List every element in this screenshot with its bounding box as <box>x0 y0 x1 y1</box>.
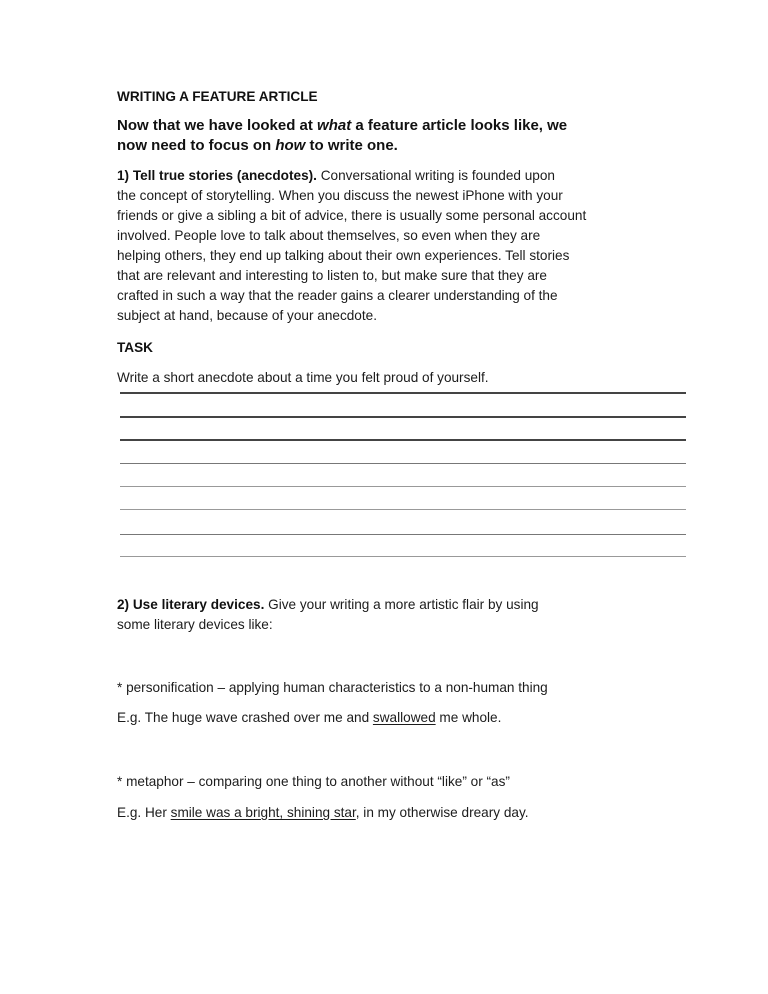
device-example-personification <box>117 708 501 728</box>
example-highlight: swallowed <box>372 710 436 725</box>
paragraph-line: friends or give a sibling a bit of advice, there is usually some personal account <box>117 208 587 223</box>
paragraph-text: Give your writing a more artistic flair by using <box>264 597 539 612</box>
intro-text: Now that we have looked at <box>117 117 318 134</box>
intro-emphasis-how: how <box>275 137 306 154</box>
answer-line[interactable] <box>120 392 686 394</box>
paragraph-text: Conversational writing is founded upon <box>316 168 555 183</box>
example-text: E.g. Her <box>117 805 171 820</box>
example-text: me whole. <box>435 710 502 725</box>
intro-text: a feature article looks like, we <box>351 117 568 134</box>
device-definition-metaphor: * metaphor – comparing one thing to another without “like” or “as” <box>117 774 510 789</box>
answer-line[interactable] <box>120 439 686 441</box>
page-title: WRITING A FEATURE ARTICLE <box>117 89 318 104</box>
section2-line-1 <box>117 595 539 615</box>
section2-heading: 2) Use literary devices. <box>117 597 265 612</box>
task-prompt: Write a short anecdote about a time you felt proud of yourself. <box>117 370 489 385</box>
task-heading: TASK <box>117 340 153 355</box>
section1-heading: 1) Tell true stories (anecdotes). <box>117 168 317 183</box>
paragraph-line: involved. People love to talk about themselves, so even when they are <box>117 228 541 243</box>
paragraph-line: subject at hand, because of your anecdote. <box>117 308 377 323</box>
intro-text: now need to focus on <box>117 137 276 154</box>
answer-line[interactable] <box>120 534 686 535</box>
answer-line[interactable] <box>120 486 686 487</box>
device-definition-personification: * personification – applying human characteristics to a non-human thing <box>117 680 548 695</box>
example-highlight: smile was a bright, shining star <box>170 805 356 820</box>
answer-line[interactable] <box>120 463 686 464</box>
paragraph-line: that are relevant and interesting to listen to, but make sure that they are <box>117 268 547 283</box>
section1-line-1 <box>117 166 555 186</box>
paragraph-line: crafted in such a way that the reader gains a clearer understanding of the <box>117 288 558 303</box>
device-example-metaphor <box>117 803 529 823</box>
example-text: E.g. The huge wave crashed over me and <box>117 710 373 725</box>
answer-line[interactable] <box>120 556 686 557</box>
intro-line-1 <box>117 116 567 136</box>
paragraph-line: the concept of storytelling. When you discuss the newest iPhone with your <box>117 188 563 203</box>
paragraph-line: helping others, they end up talking about their own experiences. Tell stories <box>117 248 570 263</box>
intro-text: to write one. <box>305 137 398 154</box>
paragraph-line: some literary devices like: <box>117 617 273 632</box>
answer-line[interactable] <box>120 416 686 418</box>
intro-emphasis-what: what <box>317 117 352 134</box>
intro-line-2 <box>117 136 398 156</box>
answer-line[interactable] <box>120 509 686 510</box>
example-text: , in my otherwise dreary day. <box>355 805 529 820</box>
